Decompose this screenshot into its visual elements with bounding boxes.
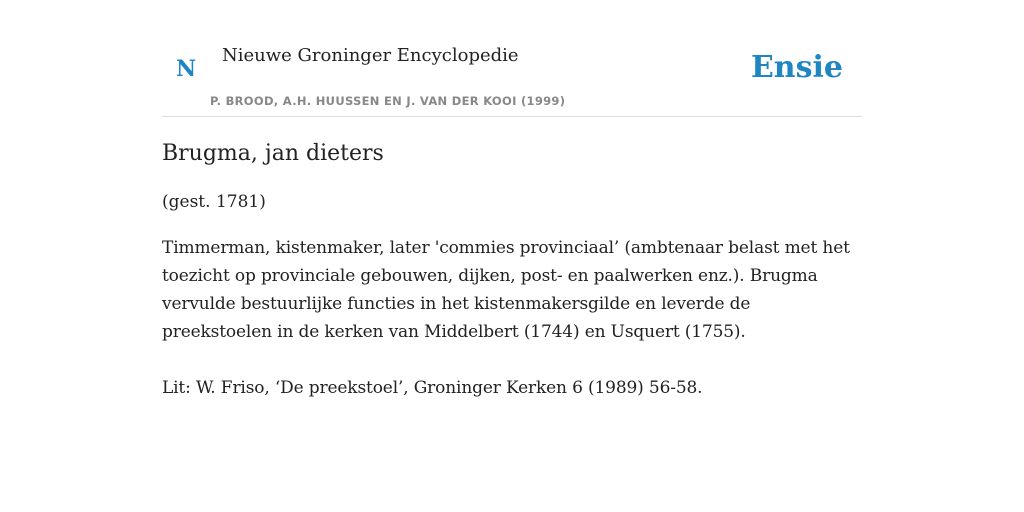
site-header: [162, 0, 862, 117]
entry-subtitle: (gest. 1781): [162, 192, 266, 212]
encyclopedia-title-link[interactable]: Nieuwe Groninger Encyclopedie: [222, 45, 519, 66]
ensie-logo-link[interactable]: Ensie: [750, 50, 843, 85]
entry-literature: Lit: W. Friso, ‘De preekstoel’, Groninger Kerken 6 (1989) 56-58.: [162, 378, 703, 398]
encyclopedia-authors: P. BROOD, A.H. HUUSSEN EN J. VAN DER KOOI (1999): [210, 94, 566, 108]
entry-title: Brugma, jan dieters: [162, 141, 384, 166]
entry-content: [162, 136, 862, 402]
entry-body: Timmerman, kistenmaker, later 'commies provinciaal’ (ambtenaar belast met het toezicht op provinciale gebouwen, dijken, post- en paalwerken enz.). Brugma vervulde bestuurlijke functies in het kistenmakersgilde en leverde de preekstoelen in de kerken van Middelbert (1744) en Usquert (1755).: [162, 238, 850, 342]
encyclopedia-logo-icon[interactable]: N: [176, 56, 197, 82]
